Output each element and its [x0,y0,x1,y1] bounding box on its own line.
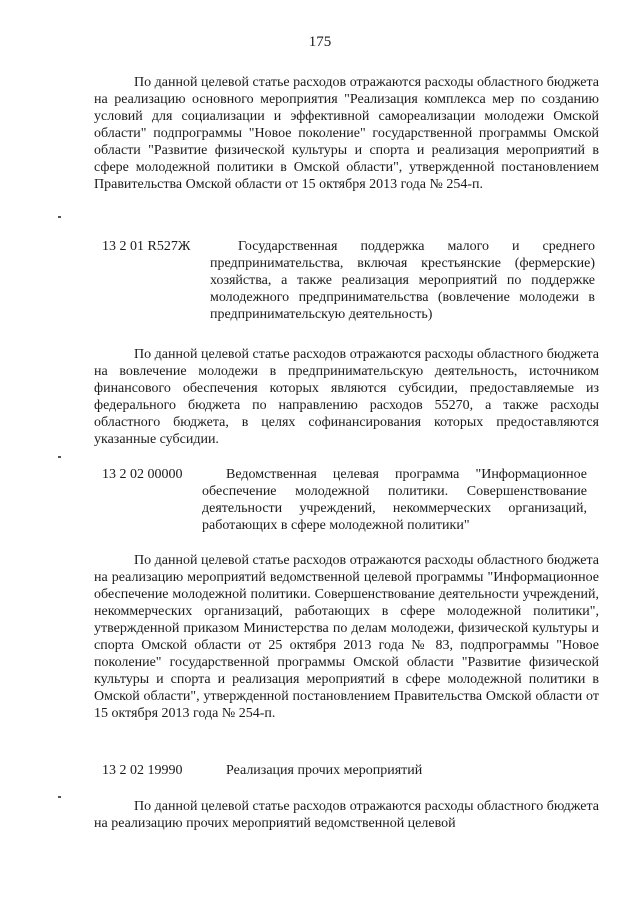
paragraph-1: По данной целевой статье расходов отражаются расходы областного бюджета на реализацию основного мероприятия "Реализация комплекса мер по созданию условий для социализации и эффективной самореализации молодежи Омской области" подпрограммы "Новое поколение" государственной программы Омской области "Развитие физической культуры и спорта и реализация мероприятий в сфере молодежной политики в Омской области", утвержденной постановлением Правительства Омской области от 15 октября 2013 года № 254-п. [94,75,599,192]
budget-item-1 [94,238,599,323]
budget-item-code: 13 2 02 19990 [102,763,183,778]
budget-item-3 [94,762,599,779]
paragraph-4: По данной целевой статье расходов отражаются расходы областного бюджета на реализацию прочих мероприятий ведомственной целевой [94,799,599,831]
scan-mark [58,796,61,798]
paragraph-3: По данной целевой статье расходов отражаются расходы областного бюджета на реализацию мероприятий ведомственной целевой программы "Информационное обеспечение молодежной политики. Совершенствование деятельности учреждений, некоммерческих организаций, работающих в сфере молодежной политики", утвержденной приказом Министерства по делам молодежи, физической культуры и спорта Омской области от 25 октября 2013 года № 83, подпрограммы "Новое поколение" государственной программы Омской области "Развитие физической культуры и спорта и реализация мероприятий в сфере молодежной политики в Омской области", утвержденной постановлением Правительства Омской области от 15 октября 2013 года № 254-п. [94,553,599,721]
budget-item-2 [94,466,599,534]
budget-item-title: Ведомственная целевая программа "Информационное обеспечение молодежной политики. Совершенствование деятельности учреждений, некоммерческих организаций, работающих в сфере молодежной политики" [202,467,587,533]
scan-mark [58,456,61,458]
paragraph-2: По данной целевой статье расходов отражаются расходы областного бюджета на вовлечение молодежи в предпринимательскую деятельность, источником финансового обеспечения которых являются субсидии, предоставляемые из федерального бюджета по направлению расходов 55270, а также расходы областного бюджета, в целях софинансирования которых предоставляются указанные субсидии. [94,347,599,447]
page-number: 175 [308,34,332,50]
budget-item-title: Государственная поддержка малого и среднего предпринимательства, включая крестьянские (фермерские) хозяйства, а также реализация мероприятий по поддержке молодежного предпринимательства (вовлечение молодежи в предпринимательскую деятельность) [210,239,595,322]
budget-item-code: 13 2 02 00000 [102,467,183,482]
budget-item-code: 13 2 01 R527Ж [102,239,191,254]
scan-mark [58,216,61,218]
budget-item-title: Реализация прочих мероприятий [226,763,423,778]
